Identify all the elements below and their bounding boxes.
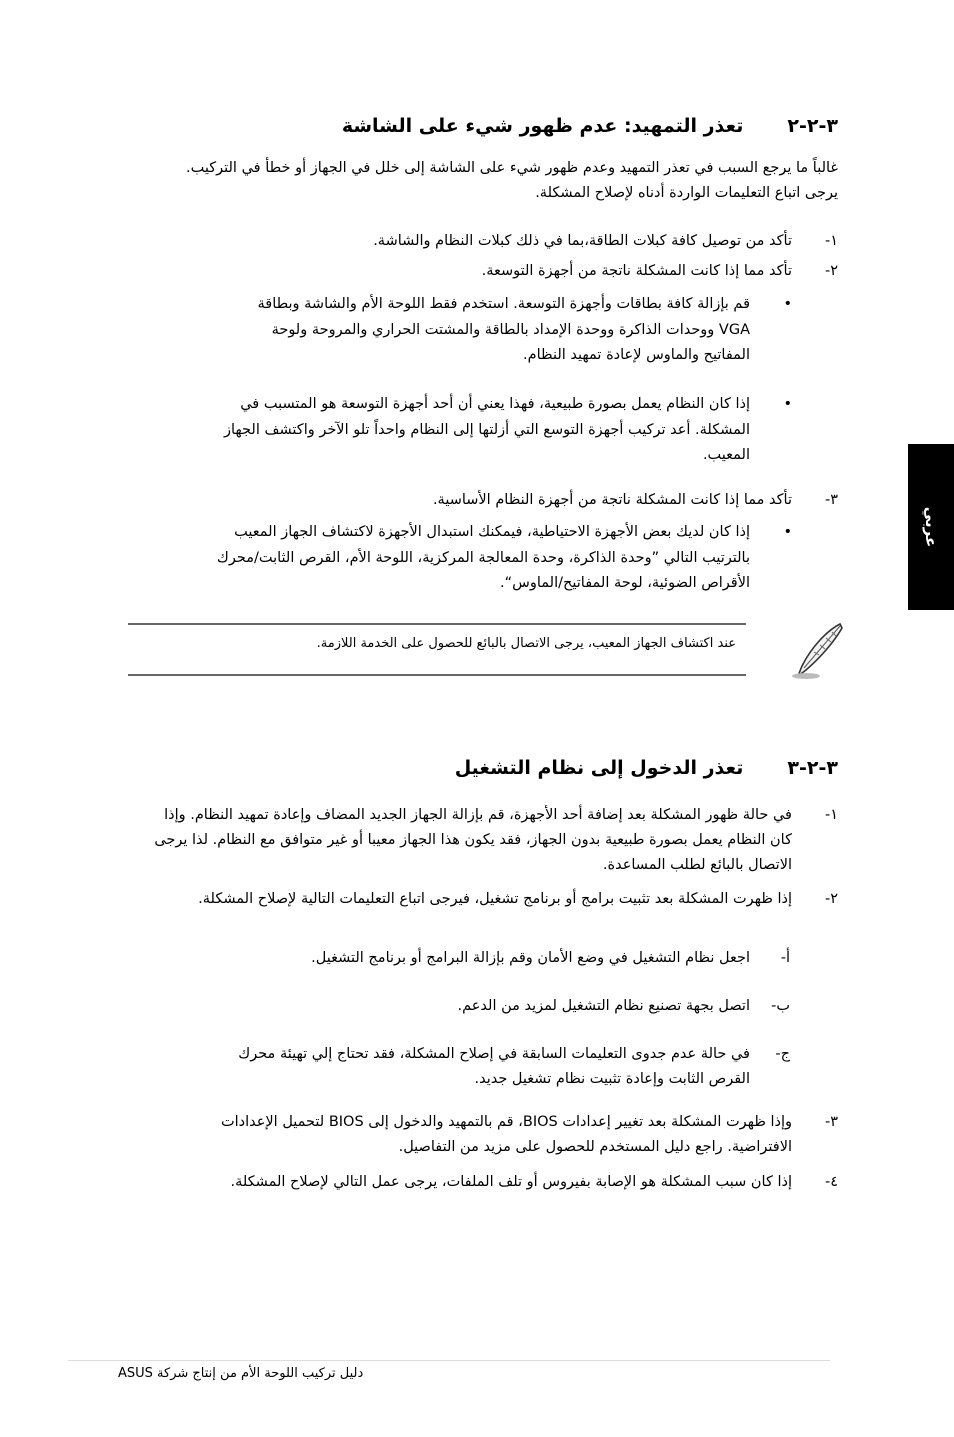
section-1-heading (342, 113, 838, 139)
language-tab-label: عربي (922, 506, 940, 548)
footer-rule (68, 1360, 830, 1361)
list-item: ٢- إذا ظهرت المشكلة بعد تثبيت برامج أو برنامج تشغيل، فيرجى اتباع التعليمات التالية لإصلاح المشكلة. (198, 891, 838, 907)
section-1-intro: غالباً ما يرجع السبب في تعذر التمهيد وعدم ظهور شيء على الشاشة إلى خلل في الجهاز أو خطأ في التركيب. يرجى اتباع التعليمات الواردة أدناه لإصلاح المشكلة. (186, 160, 838, 201)
bullet-item: • إذا كان لديك بعض الأجهزة الاحتياطية، فيمكنك استبدال الأجهزة لاكتشاف الجهاز المعيب بالترتيب التالي ”وحدة الذاكرة، وحدة المعالجة المركزية، اللوحة الأم، القرص الثابت/محرك الأقراص الضوئية، لوحة المفاتيح/الماوس“. (216, 524, 792, 591)
list-item: ٣- تأكد مما إذا كانت المشكلة ناتجة من أجهزة النظام الأساسية. (432, 492, 838, 508)
list-item: ٣- وإذا ظهرت المشكلة بعد تغيير إعدادات BIOS، قم بالتمهيد والدخول إلى BIOS لتحميل الإعدادات الافتراضية. راجع دليل المستخدم للحصول على مزيد من التفاصيل. (220, 1114, 838, 1155)
sub-item: ب- اتصل بجهة تصنيع نظام التشغيل لمزيد من الدعم. (457, 998, 790, 1014)
note-bottom-rule (128, 674, 746, 676)
language-tab (908, 444, 954, 610)
sub-item: ج- في حالة عدم جدوى التعليمات السابقة في إصلاح المشكلة، فقد تحتاج إلي تهيئة محرك القرص الثابت وإعادة تثبيت نظام تشغيل جديد. (238, 1046, 790, 1087)
section-1-title: تعذر التمهيد: عدم ظهور شيء على الشاشة (341, 115, 744, 137)
section-1-number: ٣-٢-٢ (787, 115, 838, 137)
bullet-item: • إذا كان النظام يعمل بصورة طبيعية، فهذا يعني أن أحد أجهزة التوسعة هو المتسبب في المشكلة. أعد تركيب أجهزة التوسع التي أزلتها إلى النظام واحداً تلو الآخر واكتشف الجهاز المعيب. (223, 396, 792, 463)
list-item: ١- تأكد من توصيل كافة كبلات الطاقة،بما في ذلك كبلات النظام والشاشة. (373, 233, 838, 249)
note-text: عند اكتشاف الجهاز المعيب، يرجى الاتصال بالبائع للحصول على الخدمة اللازمة. (316, 636, 736, 651)
list-item: ١- في حالة ظهور المشكلة بعد إضافة أحد الأجهزة، قم بإزالة الجهاز الجديد المضاف وإعادة تمهيد النظام. وإذا كان النظام يعمل بصورة طبيعية بدون الجهاز، فقد يكون هذا الجهاز معيبا أو غير متوافق مع النظام. لذا يرجى الاتصال بالبائع لطلب المساعدة. (154, 807, 838, 873)
note-top-rule (128, 623, 746, 625)
list-item: ٤- إذا كان سبب المشكلة هو الإصابة بفيروس أو تلف الملفات، يرجى عمل التالي لإصلاح المشكلة. (230, 1174, 838, 1190)
list-item: ٢- تأكد مما إذا كانت المشكلة ناتجة من أجهزة التوسعة. (481, 263, 838, 279)
note-pen-icon (790, 620, 846, 682)
section-2-title: تعذر الدخول إلى نظام التشغيل (454, 757, 744, 779)
section-2-heading (455, 755, 838, 781)
sub-item: أ- اجعل نظام التشغيل في وضع الأمان وقم بإزالة البرامج أو برنامج التشغيل. (311, 950, 790, 966)
footer-text: دليل تركيب اللوحة الأم من إنتاج شركة ASUS (118, 1366, 364, 1381)
bullet-item: • قم بإزالة كافة بطاقات وأجهزة التوسعة. استخدم فقط اللوحة الأم والشاشة وبطاقة VGA ووحدات الذاكرة ووحدة الإمداد بالطاقة والمشتت الحراري والمروحة ولوحة المفاتيح والماوس لإعادة تمهيد النظام. (257, 296, 792, 363)
section-2-number: ٣-٢-٣ (787, 757, 838, 779)
